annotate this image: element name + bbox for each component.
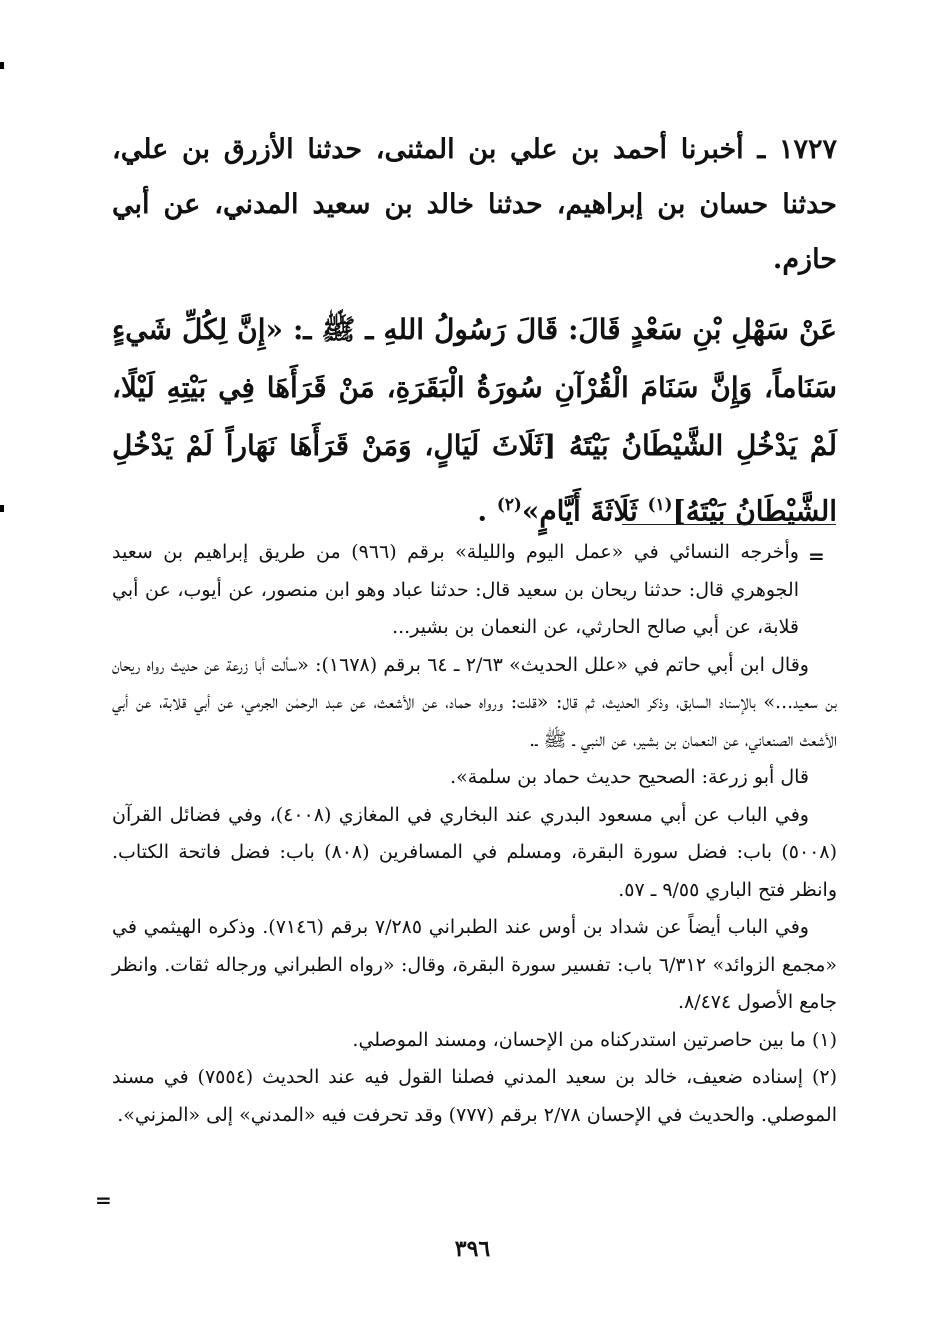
end-marker: =	[95, 1188, 112, 1212]
footnote-2	[112, 1059, 837, 1134]
hadith-text-end: ثَلَاثَةَ أَيَّامٍ»	[521, 494, 638, 528]
main-text	[112, 122, 837, 540]
note-takhrij-nasai: وأخرجه النسائي في «عمل اليوم والليلة» برقم (٩٦٦) من طريق إبراهيم بن سعيد الجوهري قال: حدثنا ريحان بن سعيد قال: حدثنا عباد وهو ابن منصور، عن أيوب، عن أبي قلابة، عن أبي صالح الحارثي، عن النعمان بن بشير...	[112, 541, 799, 638]
footnote-2-label: (٢)	[811, 1066, 837, 1088]
note-abu-zura: قال أبو زرعة: الصحيح حديث حماد بن سلمة».	[450, 766, 809, 788]
hadith-text: عَنْ سَهْلِ بْنِ سَعْدٍ قَالَ: قَالَ رَسُولُ اللهِ ـ ﷺ ـ: «إِنَّ لِكُلِّ شَيءٍ سَنَاماً، وَإِنَّ سَنَامَ الْقُرْآنِ سُورَةُ الْبَقَرَةِ، مَنْ قَرَأَهَا فِي بَيْتِهِ لَيْلًا، لَمْ يَدْخُلِ الشَّيْطَانُ بَيْتَهُ [ثَلَاثَ لَيَالٍ، وَمَنْ قَرَأَهَا نَهَاراً لَمْ يَدْخُلِ الشَّيْطَانُ بَيْتَهُ]	[112, 313, 837, 528]
scan-mark	[0, 62, 4, 69]
continuation-marker: =	[808, 544, 825, 568]
scan-mark	[0, 505, 4, 512]
hadith-period: .	[477, 494, 488, 528]
footnote-ref-2: (٢)	[496, 494, 522, 514]
footnote-separator	[622, 524, 836, 525]
footnote-ref-1: (١)	[647, 494, 673, 514]
footnote-2-text: إسناده ضعيف، خالد بن سعيد المدني فصلنا القول فيه عند الحديث (٧٥٥٤) في مسند الموصلي. والحديث في الإحسان ٢/٧٨ برقم (٧٧٧) وقد تحرفت فيه «المدني» إلى «المزني».	[112, 1066, 837, 1126]
footnote-1-label: (١)	[811, 1028, 837, 1051]
footnote-1-text: ما بين حاصرتين استدركناه من الإحسان، ومسند الموصلي.	[352, 1028, 806, 1051]
page-number: ٣٩٦	[454, 1236, 491, 1262]
note-ibn-abi-hatim: وقال ابن أبي حاتم في «علل الحديث» ٢/٦٣ ـ ٦٤ برقم (١٦٧٨): «سألت أبا زرعة عن حديث رواه ريحان بن سعيد...» بالإسناد السابق، وذكر الحديث، ثم قال: «قلت: ورواه حماد، عن الأشعث، عن عبد الرحمٰن الجرمي، عن أبي قلابة، عن أبي الأشعث الصنعاني، عن النعمان بن بشير، عن النبي ـ ﷺ ـ.	[112, 653, 837, 751]
hadith-paragraph	[112, 301, 837, 540]
note-shaddad: وفي الباب أيضاً عن شداد بن أوس عند الطبراني ٧/٢٨٥ برقم (٧١٤٦). وذكره الهيثمي في «مجمع الزوائد» ٦/٣١٢ باب: تفسير سورة البقرة، وقال: «رواه الطبراني ورجاله ثقات. وانظر جامع الأصول ٨/٤٧٤.	[112, 916, 838, 1013]
isnad-paragraph: ١٧٢٧ ـ أخبرنا أحمد بن علي بن المثنى، حدثنا الأزرق بن علي، حدثنا حسان بن إبراهيم، حدثنا خالد بن سعيد المدني، عن أبي حازم.	[112, 134, 837, 275]
footnotes	[112, 534, 837, 1134]
footnote-1	[112, 1022, 837, 1060]
note-abu-masud: وفي الباب عن أبي مسعود البدري عند البخاري في المغازي (٤٠٠٨)، وفي فضائل القرآن (٥٠٠٨) باب: فضل سورة البقرة، ومسلم في المسافرين (٨٠٨) باب: فضل فاتحة الكتاب. وانظر فتح الباري ٩/٥٥ ـ ٥٧.	[112, 803, 837, 901]
